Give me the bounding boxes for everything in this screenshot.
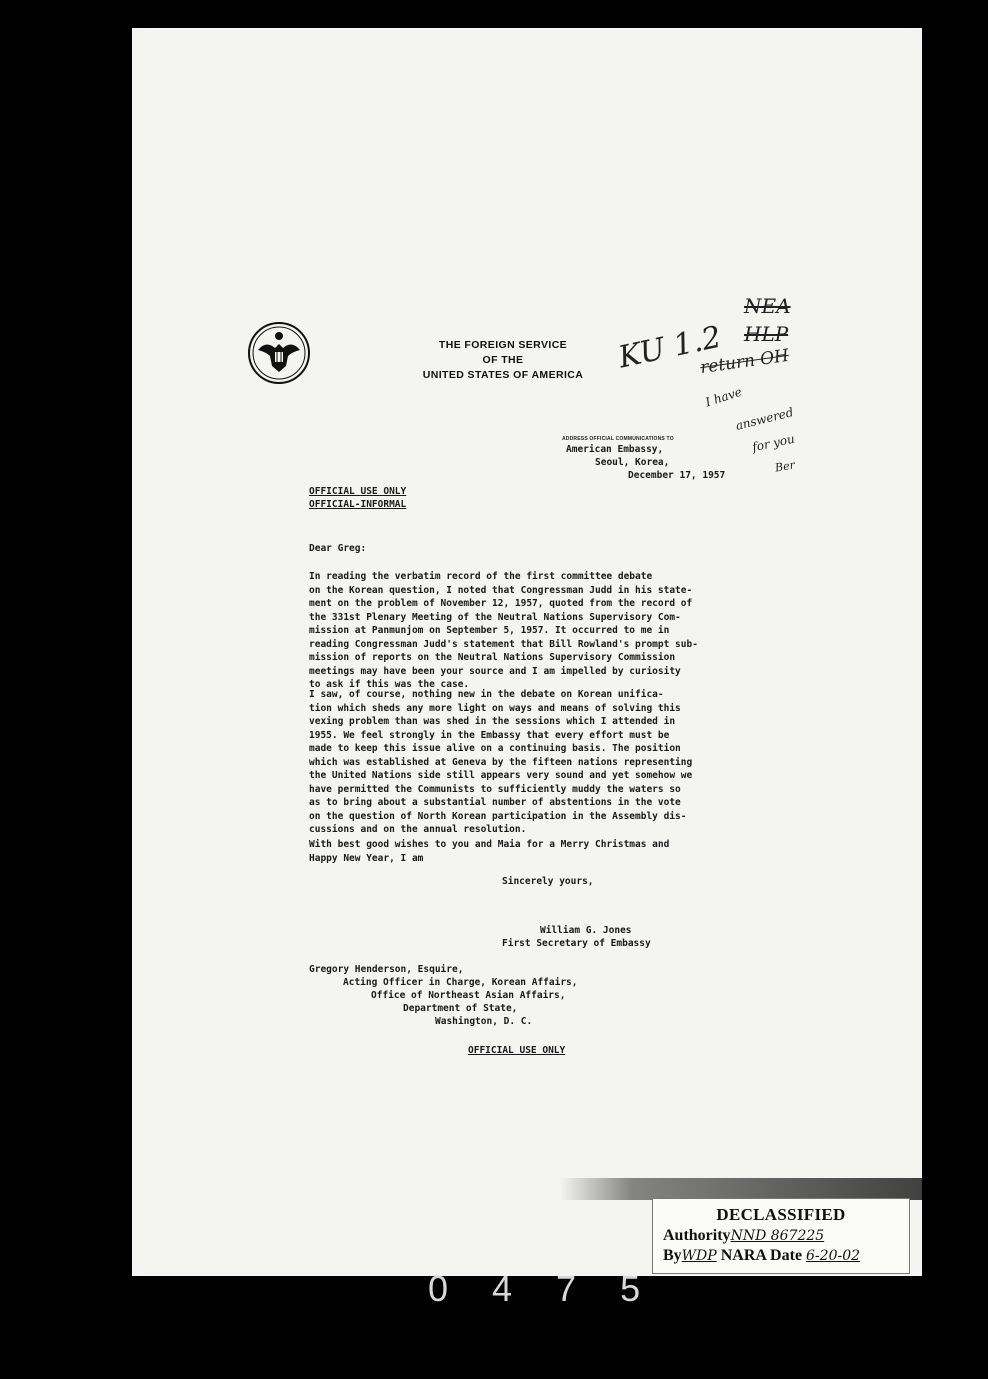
stamp-date-value: 6-20-02: [806, 1248, 861, 1264]
stamp-by-row: [663, 1247, 860, 1265]
paragraph-2-line: on the question of North Korean participation in the Assembly dis-: [309, 810, 687, 822]
signer-name: William G. Jones: [540, 925, 632, 936]
paragraph-2-line: as to bring about a substantial number of abstentions in the vote: [309, 797, 681, 808]
paragraph-1-line: ment on the problem of November 12, 1957, quoted from the record of: [309, 598, 693, 609]
handwritten-note-1: I have: [703, 384, 744, 410]
declassified-stamp: [652, 1198, 910, 1274]
handwritten-file-code: KU 1.2: [615, 319, 725, 376]
paragraph-2-line: 1955. We feel strongly in the Embassy that every effort must be: [309, 729, 670, 741]
paragraph-1-line: In reading the verbatim record of the first committee debate: [309, 571, 653, 582]
letter-date: December 17, 1957: [628, 470, 726, 481]
paragraph-1-line: to ask if this was the case.: [309, 679, 470, 690]
sender-address-line-1: American Embassy,: [566, 444, 664, 455]
paragraph-2-line: I saw, of course, nothing new in the debate on Korean unifica-: [309, 689, 664, 700]
recipient-line-5: Washington, D. C.: [435, 1016, 533, 1027]
stamp-by-label: By: [663, 1247, 682, 1264]
frame-number: 0475: [428, 1268, 685, 1309]
footer-classification: OFFICIAL USE ONLY: [468, 1045, 566, 1056]
recipient-line-1: Gregory Henderson, Esquire,: [309, 964, 464, 975]
paragraph-2: [309, 688, 739, 837]
paragraph-3-line: Happy New Year, I am: [309, 852, 424, 864]
stamp-authority-value: NND 867225: [730, 1228, 825, 1244]
scan-shadow: [560, 1178, 922, 1200]
handwritten-routing-2: HLP: [744, 322, 789, 346]
handwritten-routing-1: NEA: [744, 294, 791, 318]
letterhead-line-1: THE FOREIGN SERVICE: [438, 339, 568, 351]
closing: Sincerely yours,: [502, 876, 594, 887]
address-caption: ADDRESS OFFICIAL COMMUNICATIONS TO: [562, 436, 674, 442]
classification-line-1: OFFICIAL USE ONLY: [309, 486, 407, 497]
signer-title: First Secretary of Embassy: [502, 938, 651, 949]
paragraph-2-line: cussions and on the annual resolution.: [309, 824, 527, 835]
letterhead-line-3: UNITED STATES OF AMERICA: [422, 369, 584, 381]
stamp-authority-label: Authority: [663, 1227, 731, 1244]
recipient-line-4: Department of State,: [403, 1003, 518, 1014]
sender-address-line-2: Seoul, Korea,: [595, 457, 670, 468]
paragraph-1-line: reading Congressman Judd's statement that Bill Rowland's prompt sub-: [309, 638, 698, 650]
paragraph-1-line: mission at Panmunjom on September 5, 1957. It occurred to me in: [309, 625, 670, 636]
classification-line-2: OFFICIAL-INFORMAL: [309, 499, 407, 510]
paragraph-2-line: which was established at Geneva by the fifteen nations representing: [309, 756, 693, 768]
paragraph-1-line: mission of reports on the Neutral Nations Supervisory Commission: [309, 652, 676, 663]
handwritten-note-3: for you: [751, 431, 796, 455]
recipient-line-2: Acting Officer in Charge, Korean Affairs,: [343, 977, 578, 988]
handwritten-note-2: answered: [734, 405, 795, 433]
paragraph-3: [309, 838, 739, 865]
paragraph-2-line: have permitted the Communists to sufficiently muddy the waters so: [309, 783, 681, 795]
paragraph-2-line: vexing problem than was shed in the sessions which I attended in: [309, 716, 676, 727]
eagle-seal-icon: [248, 322, 310, 384]
paragraph-1-line: on the Korean question, I noted that Congressman Judd in his state-: [309, 584, 693, 596]
paragraph-1: [309, 570, 739, 692]
paragraph-2-line: tion which sheds any more light on ways and means of solving this: [309, 702, 681, 714]
paragraph-1-line: meetings may have been your source and I am impelled by curiosity: [309, 665, 681, 677]
stamp-authority-row: [663, 1227, 824, 1245]
paragraph-1-line: the 331st Plenary Meeting of the Neutral Nations Supervisory Com-: [309, 611, 681, 623]
letterhead-line-2: OF THE: [482, 354, 524, 366]
stamp-date-label: NARA Date: [720, 1247, 803, 1264]
recipient-line-3: Office of Northeast Asian Affairs,: [371, 990, 566, 1001]
handwritten-initials: Ber: [774, 458, 796, 475]
stamp-by-value: WDP: [681, 1248, 717, 1264]
handwritten-routing-3: return OH: [699, 345, 791, 379]
paragraph-2-line: made to keep this issue alive on a continuing basis. The position: [309, 743, 681, 754]
letterhead: [418, 338, 588, 383]
paragraph-2-line: the United Nations side still appears very sound and yet somehow we: [309, 770, 693, 781]
paragraph-3-line: With best good wishes to you and Maia for a Merry Christmas and: [309, 839, 670, 850]
salutation: Dear Greg:: [309, 543, 367, 554]
stamp-title: DECLASSIFIED: [716, 1205, 846, 1224]
